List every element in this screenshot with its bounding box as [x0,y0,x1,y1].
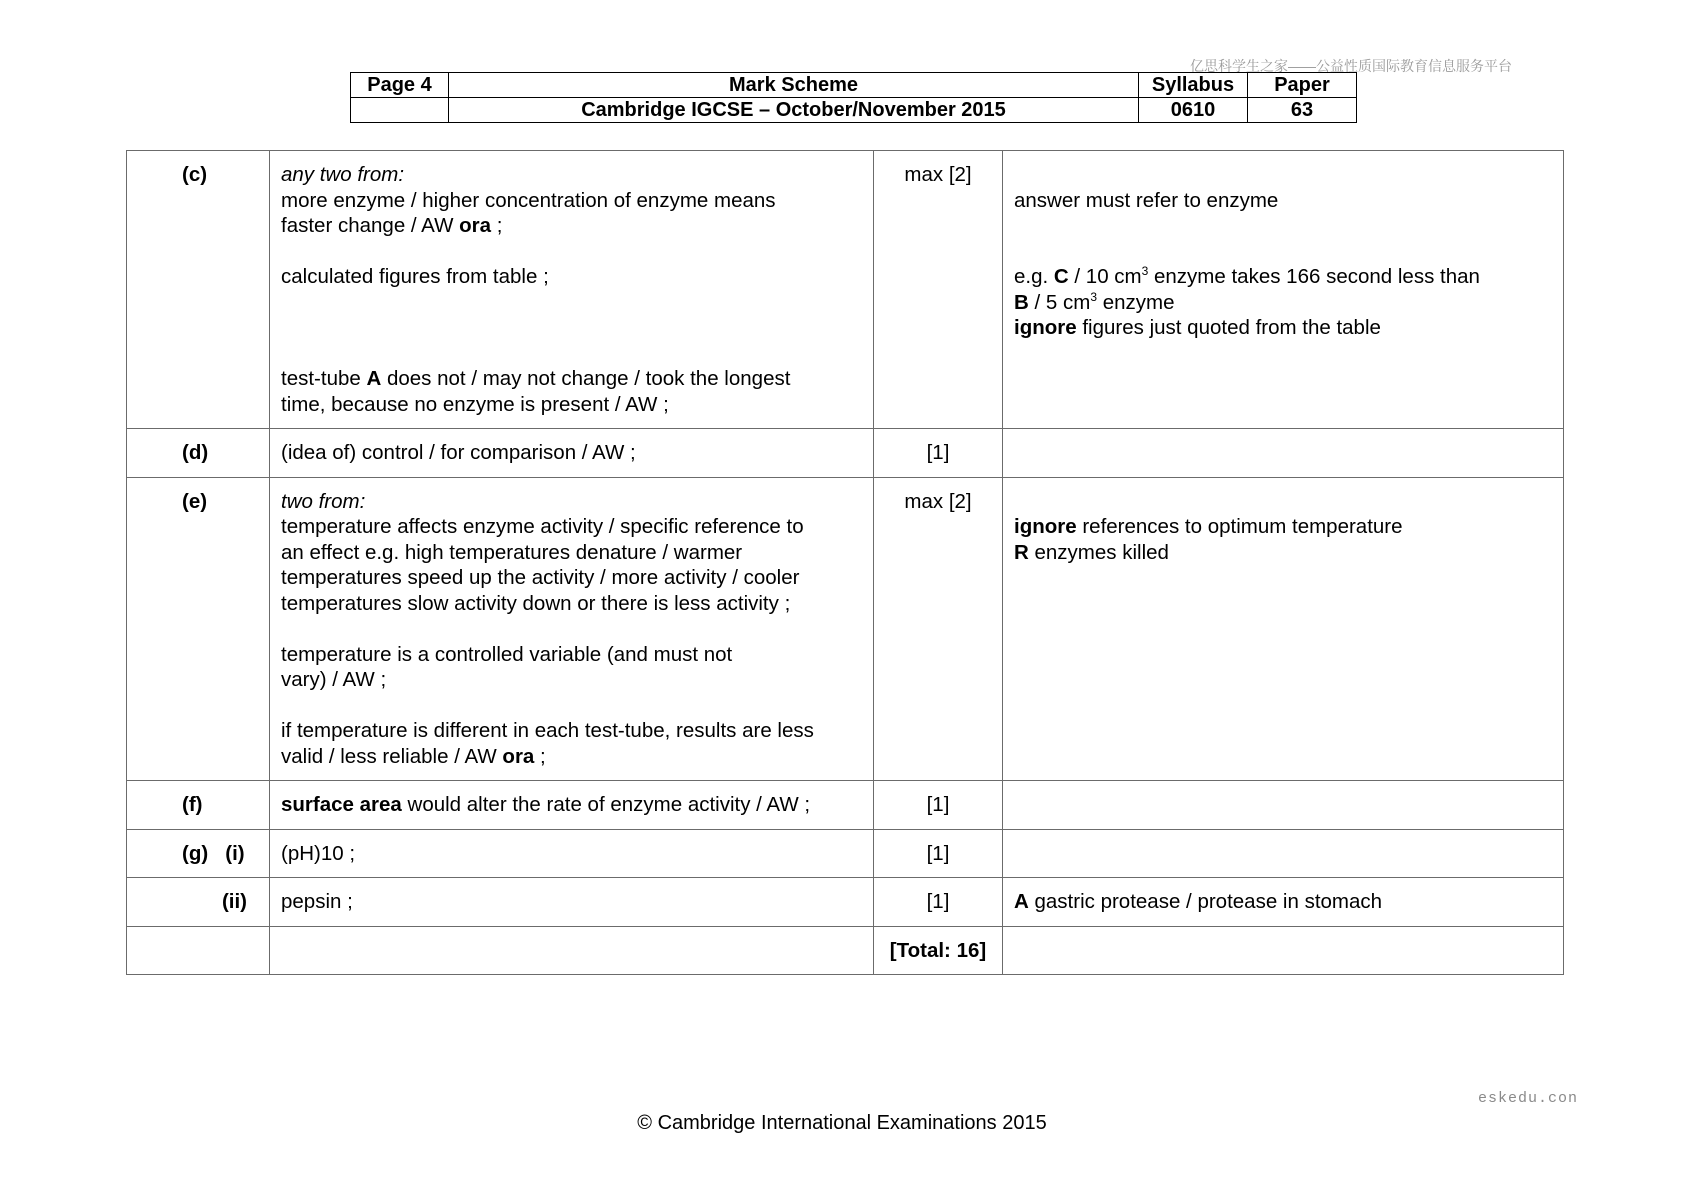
question-label: (ii) [127,878,270,927]
question-label: (c) [127,151,270,429]
mark-cell: [1] [874,429,1003,478]
guidance-line: ignore references to optimum temperature [1014,515,1403,538]
answer-cell [270,151,874,429]
mark-cell: max [2] [874,477,1003,781]
table-row [127,151,1564,429]
answer-line: faster change / AW ora ; [281,214,503,237]
mark-cell: [1] [874,878,1003,927]
watermark-top: 亿思科学生之家——公益性质国际教育信息服务平台 [1190,58,1512,74]
guidance-line: B / 5 $cm^3$ enzyme [1014,289,1175,314]
question-label: (g) (i) [127,829,270,878]
guidance-cell [1003,781,1564,830]
guidance-line: answer must refer to enzyme [1014,188,1279,212]
answer-cell: (pH)10 ; [270,829,874,878]
answer-line: time, because no enzyme is present / AW ; [281,392,669,416]
answer-intro: any two from: [281,163,405,186]
answer-line: vary) / AW ; [281,668,387,691]
header-syllabus-label: Syllabus [1139,73,1248,98]
answer-line: if temperature is different in each test-tube, results are less [281,719,814,742]
mark-cell: [1] [874,829,1003,878]
answer-line: valid / less reliable / AW ora ; [281,744,546,768]
question-label [127,926,270,975]
header-syllabus: 0610 [1139,98,1248,123]
answer-line: temperatures slow activity down or there is less activity ; [281,591,791,615]
header-blank [351,98,449,123]
table-row [127,878,1564,927]
table-row [127,781,1564,830]
answer-line: temperatures speed up the activity / more activity / cooler [281,566,800,589]
total-mark-cell: [Total: 16] [874,926,1003,975]
header-table [350,72,1357,123]
mark-cell: [1] [874,781,1003,830]
mark-cell: max [2] [874,151,1003,429]
answer-cell [270,477,874,781]
guidance-cell [1003,829,1564,878]
header-paper-label: Paper [1248,73,1357,98]
answer-cell: surface area would alter the rate of enzyme activity / AW ; [270,781,874,830]
answer-cell: pepsin ; [270,878,874,927]
header-page: Page 4 [351,73,449,98]
header-subtitle: Cambridge IGCSE – October/November 2015 [449,98,1139,123]
answer-line: temperature is a controlled variable (and must not [281,642,733,666]
guidance-line: e.g. C / 10 $cm^3$ enzyme takes 166 second less than [1014,264,1480,288]
answer-line: an effect e.g. high temperatures denature / warmer [281,540,743,564]
table-row [127,429,1564,478]
question-label: (d) [127,429,270,478]
watermark-bottom: eskedu.con [1478,1090,1579,1107]
table-row [127,829,1564,878]
mark-scheme-table [126,150,1564,975]
guidance-cell [1003,477,1564,781]
table-row [127,477,1564,781]
answer-line: test-tube A does not / may not change / took the longest [281,367,791,390]
answer-line: more enzyme / higher concentration of enzyme means [281,188,776,212]
guidance-line: ignore figures just quoted from the table [1014,316,1381,339]
answer-cell: (idea of) control / for comparison / AW ; [270,429,874,478]
guidance-line: R enzymes killed [1014,540,1169,564]
answer-line: temperature affects enzyme activity / specific reference to [281,515,804,538]
answer-cell [270,926,874,975]
guidance-cell: A gastric protease / protease in stomach [1003,878,1564,927]
header-paper: 63 [1248,98,1357,123]
answer-line: calculated figures from table ; [281,265,549,288]
guidance-cell [1003,151,1564,429]
header-title: Mark Scheme [449,73,1139,98]
question-label: (f) [127,781,270,830]
answer-intro: two from: [281,489,366,513]
copyright: © Cambridge International Examinations 2015 [637,1112,1047,1134]
guidance-cell [1003,429,1564,478]
table-row [127,926,1564,975]
question-label: (e) [127,477,270,781]
guidance-cell [1003,926,1564,975]
